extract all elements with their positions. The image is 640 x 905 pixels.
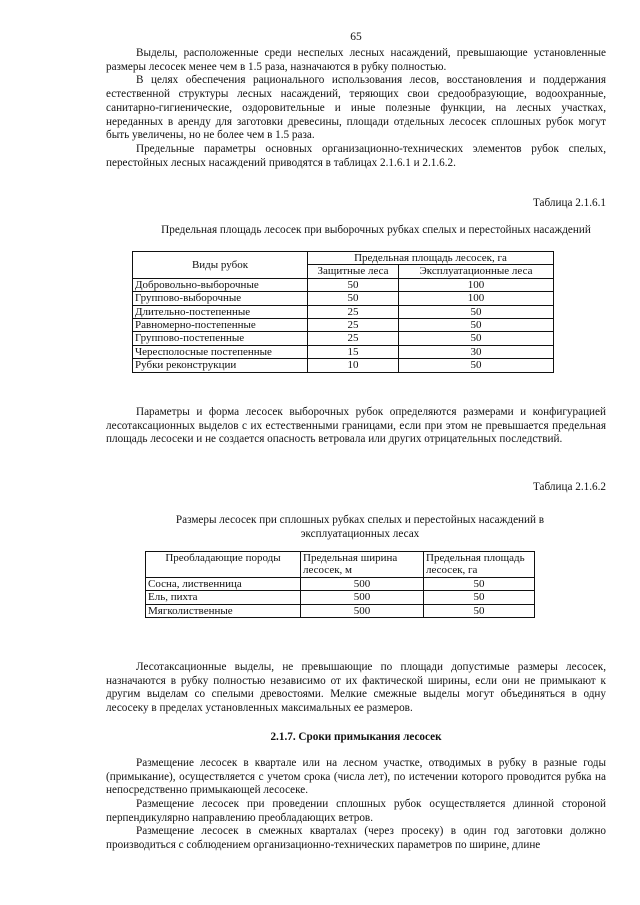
- cell-protective: 25: [308, 319, 399, 332]
- table-header-row: [133, 252, 554, 265]
- paragraph: Размещение лесосек при проведении сплошных рубок осуществляется длинной стороной перпендикулярно направлению преобладающих ветров.: [106, 797, 606, 824]
- cell-protective: 50: [308, 278, 399, 291]
- table1: [132, 251, 554, 373]
- intro-paragraphs: [106, 47, 606, 170]
- cell-width: 500: [301, 591, 424, 604]
- cell-protective: 25: [308, 332, 399, 345]
- cell-area: 50: [424, 591, 535, 604]
- table2-title: Размеры лесосек при сплошных рубках спелых и перестойных насаждений в эксплуатационных лесах: [175, 514, 545, 540]
- cell-exploitation: 50: [399, 305, 554, 318]
- cell-species: Мягколиственные: [146, 604, 301, 617]
- col-header-area: Предельная площадь лесосек, га: [424, 552, 535, 578]
- table1-title: Предельная площадь лесосек при выборочных рубках спелых и перестойных насаждений: [161, 224, 591, 236]
- cell-kind: Группово-выборочные: [133, 292, 308, 305]
- cell-species: Сосна, лиственница: [146, 577, 301, 590]
- table-header-row: [146, 552, 535, 578]
- paragraph: Параметры и форма лесосек выборочных рубок определяются размерами и конфигурацией лесотаксационных выделов с их естественными границами, если при этом не превышается предельная площадь лесосеки и не создается опасность ветровала или других отрицательных последствий.: [106, 406, 606, 446]
- cell-exploitation: 50: [399, 319, 554, 332]
- cell-protective: 10: [308, 359, 399, 372]
- table-row: [133, 292, 554, 305]
- cell-exploitation: 50: [399, 359, 554, 372]
- paragraph: Выделы, расположенные среди неспелых лесных насаждений, превышающие установленные размеры лесосек менее чем в 1.5 раза, назначаются в рубку полностью.: [106, 47, 606, 73]
- table-row: [146, 577, 535, 590]
- cell-kind: Длительно-постепенные: [133, 305, 308, 318]
- col-header-species: Преобладающие породы: [146, 552, 301, 578]
- paragraph: Предельные параметры основных организационно-технических элементов рубок спелых, перестойных лесных насаждений приводятся в таблицах 2.1.6.1 и 2.1.6.2.: [106, 142, 606, 169]
- table-row: [133, 332, 554, 345]
- mid-section: [106, 406, 606, 447]
- cell-exploitation: 30: [399, 345, 554, 358]
- cell-exploitation: 100: [399, 278, 554, 291]
- paragraph: Лесотаксационные выделы, не превышающие по площади допустимые размеры лесосек, назначаются в рубку полностью независимо от их фактической ширины, если они не примыкают к другим выделам со спелыми древостоями. Мелкие смежные выделы могут объединяться в одну лесосеку в пределах установленных максимальных ее размеров.: [106, 661, 606, 715]
- cell-exploitation: 50: [399, 332, 554, 345]
- table1-label: Таблица 2.1.6.1: [532, 197, 606, 209]
- table-row: [133, 278, 554, 291]
- cell-kind: Добровольно-выборочные: [133, 278, 308, 291]
- paragraph: Размещение лесосек в квартале или на лесном участке, отводимых в рубку в разные годы (примыкание), осуществляется с учетом срока (числа лет), по истечении которого проводится рубка на непосредственно примыкающей лесосеке.: [106, 756, 606, 797]
- table2: [145, 551, 535, 618]
- col-header-group: Предельная площадь лесосек, га: [308, 252, 554, 265]
- lower-section: [106, 661, 606, 853]
- table2-label: Таблица 2.1.6.2: [532, 481, 606, 493]
- cell-width: 500: [301, 577, 424, 590]
- cell-kind: Чересполосные постепенные: [133, 345, 308, 358]
- table-row: [133, 359, 554, 372]
- cell-kind: Рубки реконструкции: [133, 359, 308, 372]
- col-header-width: Предельная ширина лесосек, м: [301, 552, 424, 578]
- col-header-exploitation: Эксплуатационные леса: [399, 265, 554, 278]
- cell-protective: 15: [308, 345, 399, 358]
- col-header-protective: Защитные леса: [308, 265, 399, 278]
- cell-area: 50: [424, 577, 535, 590]
- cell-species: Ель, пихта: [146, 591, 301, 604]
- table-row: [133, 319, 554, 332]
- cell-area: 50: [424, 604, 535, 617]
- cell-width: 500: [301, 604, 424, 617]
- section-heading: 2.1.7. Сроки примыкания лесосек: [270, 730, 442, 743]
- col-header-kind: Виды рубок: [133, 252, 308, 279]
- table-row: [146, 604, 535, 617]
- page-number: 65: [350, 31, 362, 43]
- cell-kind: Равномерно-постепенные: [133, 319, 308, 332]
- paragraph: Размещение лесосек в смежных кварталах (через просеку) в один год заготовки должно производиться с соблюдением организационно-технических параметров по ширине, длине: [106, 825, 606, 852]
- table-row: [133, 305, 554, 318]
- cell-protective: 25: [308, 305, 399, 318]
- paragraph: В целях обеспечения рационального использования лесов, восстановления и поддержания естественной структуры лесных насаждений, теряющих свои средообразующие, водоохранные, санитарно-гигиенические, оздоровительные и иные полезные функции, на лесных участках, неpеданных в аренду для заготовки древесины, площади отдельных лесосек сплошных рубок могут быть увеличены, но не более чем в 1.5 раза.: [106, 74, 606, 142]
- table-row: [146, 591, 535, 604]
- document-page: [106, 0, 606, 236]
- table-row: [133, 345, 554, 358]
- cell-kind: Группово-постепенные: [133, 332, 308, 345]
- cell-exploitation: 100: [399, 292, 554, 305]
- cell-protective: 50: [308, 292, 399, 305]
